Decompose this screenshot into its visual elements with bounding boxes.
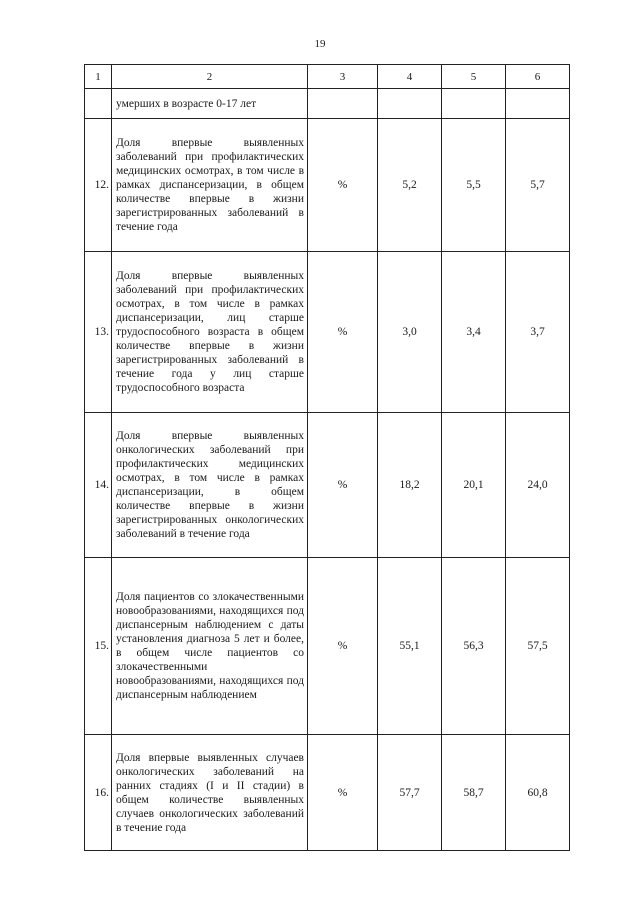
- indicator-description: Доля впервые выявленных случаев онкологических заболеваний на ранних стадиях (I и II стадии) в общем количестве выявленных случаев онкологических заболеваний в течение года: [112, 735, 308, 851]
- value-cell: 20,1: [442, 413, 506, 558]
- indicator-description: Доля впервые выявленных онкологических заболеваний при профилактических медицинских осмотрах, в том числе в рамках диспансеризации, в общем количестве впервые в жизни зарегистрированных онкологических заболеваний в течение года: [112, 413, 308, 558]
- table-row: [85, 558, 570, 735]
- table-row: [85, 413, 570, 558]
- table-row: [85, 119, 570, 252]
- column-header: 3: [308, 65, 378, 89]
- column-header: 6: [506, 65, 570, 89]
- value-cell: 58,7: [442, 735, 506, 851]
- continuation-row: [85, 89, 570, 119]
- value-cell: 60,8: [506, 735, 570, 851]
- row-number: 15.: [85, 558, 112, 735]
- value-cell: 24,0: [506, 413, 570, 558]
- value-cell: 18,2: [378, 413, 442, 558]
- page-number: 19: [314, 38, 326, 50]
- value-cell: 57,5: [506, 558, 570, 735]
- indicator-description: Доля впервые выявленных заболеваний при профилактических осмотрах, в том числе в рамках диспансеризации, лиц старше трудоспособного возраста в общем количестве впервые в жизни зарегистрированных заболеваний в течение года у лиц старше трудоспособного возраста: [112, 252, 308, 413]
- continuation-text: умерших в возрасте 0-17 лет: [112, 89, 308, 119]
- indicator-description: Доля впервые выявленных заболеваний при профилактических медицинских осмотрах, в том числе в рамках диспансеризации, в общем количестве впервые в жизни зарегистрированных заболеваний в течение года: [112, 119, 308, 252]
- unit-cell: %: [308, 252, 378, 413]
- indicator-description: Доля пациентов со злокачественными новообразованиями, находящихся под диспансерным наблюдением с даты установления диагноза 5 лет и более, в общем числе пациентов со злокачественными новообразованиями, находящихся под диспансерным наблюдением: [112, 558, 308, 735]
- indicators-table: [84, 64, 570, 851]
- unit-cell: %: [308, 413, 378, 558]
- row-number: 13.: [85, 252, 112, 413]
- value-cell: 3,0: [378, 252, 442, 413]
- table-row: [85, 252, 570, 413]
- column-header: 1: [85, 65, 112, 89]
- value-cell: 3,4: [442, 252, 506, 413]
- row-number: 12.: [85, 119, 112, 252]
- value-cell: 5,2: [378, 119, 442, 252]
- row-number: 16.: [85, 735, 112, 851]
- table-row: [85, 735, 570, 851]
- value-cell: 55,1: [378, 558, 442, 735]
- table-header-row: [85, 65, 570, 89]
- column-header: 4: [378, 65, 442, 89]
- column-header: 2: [112, 65, 308, 89]
- unit-cell: %: [308, 735, 378, 851]
- value-cell: 3,7: [506, 252, 570, 413]
- column-header: 5: [442, 65, 506, 89]
- unit-cell: %: [308, 119, 378, 252]
- value-cell: 56,3: [442, 558, 506, 735]
- value-cell: 5,7: [506, 119, 570, 252]
- value-cell: 5,5: [442, 119, 506, 252]
- row-number: 14.: [85, 413, 112, 558]
- unit-cell: %: [308, 558, 378, 735]
- value-cell: 57,7: [378, 735, 442, 851]
